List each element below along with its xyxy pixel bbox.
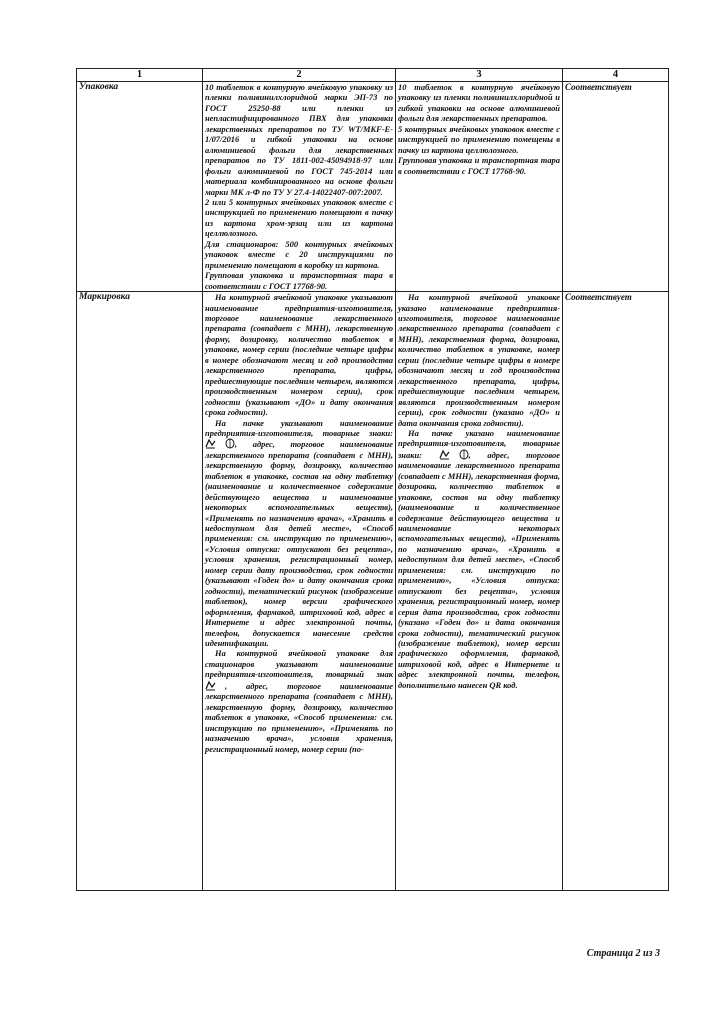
text: , адрес, торговое наименование лекарственного препарата (совпадает с МНН), лекарственная форма, дозировка, количество таблеток в упаковке, состав на одну таблетку (наименование и количественное содержание действующего вещества и наименование некоторых вспомогательных веществ), «Применять по назначению врача», «Хранить в недоступном для детей месте», «Способ применения: см. инструкцию по применению», «Условия отпуска: отпускают без рецепта», условия хранения, регистрационный номер, номер серия дата производства, срок годности (указано «Годен до» и дата окончания срока годности), тематический рисунок (изображение таблеток), номер версии графического оформления, фармакод, штриховой код, адрес в Интернете и адрес электронной почты, телефон, дополнительно нанесен QR код.	[398, 449, 560, 690]
verdict-cell: Соответствует	[563, 82, 669, 292]
page-number: Страница 2 из 3	[586, 948, 660, 959]
table-row-packaging	[77, 82, 669, 292]
header-cell: 1	[77, 69, 203, 82]
text: , адрес, торговое наименование лекарственного препарата (совпадает с МНН), лекарственную форму, дозировку, количество таблеток в упаковке, состав на одну таблетку (наименование и количественное содержание действующего вещества и наименование некоторых вспомогательных веществ), «Применять по назначению врача», «Хранить в недоступном для детей месте», «Способ применения: см. инструкцию по применению», «Условия отпуска: отпускают без рецепта», условия хранения, регистрационный номер, номер серии дату производства, срок годности (указывают «Годен до» и дату окончания срока годности), тематический рисунок (изображение таблеток), номер версии графического оформления, фармакод, штриховой код, адрес в Интернете и адрес электронной почты, телефон, допускается нанесение средств идентификации.	[205, 439, 393, 649]
row-name-cell: Упаковка	[77, 82, 203, 292]
header-cell: 3	[396, 69, 563, 82]
table-header-row	[77, 69, 669, 82]
paragraph: 10 таблеток в контурную ячейковую упаковку из пленки поливинилхлоридной и гибкой упаковки на основе алюминиевой фольги для лекарственных препаратов.	[398, 82, 560, 124]
result-cell	[396, 82, 563, 292]
text: , адрес, торговое наименование лекарственного препарата (совпадает с МНН), лекарственную форму, дозировку, количество таблеток в упаковке, «Способ применения: см. инструкцию по применению», «Применять по назначению врача», условия хранения, регистрационный номер, номер серии (по-	[205, 680, 393, 754]
result-cell	[396, 292, 563, 891]
trademark-logo-icon	[205, 438, 225, 449]
paragraph: На контурной ячейковой упаковке указывают наименование предприятия-изготовителя, торговое наименование лекарственного препарата (совпадает с МНН), лекарственную форму, дозировку, количество таблеток в упаковке, номер серии (последние четыре цифры в номере обозначают месяц и год производства лекарственного препарата, цифры, предшествующие последним четырем, являются производственным номером серии), срок годности (указывают «ДО» и дату окончания срока годности).	[205, 292, 393, 418]
paragraph: Для стационаров: 500 контурных ячейковых упаковок вместе с 20 инструкциями по применению помещают в коробку из картона.	[205, 238, 393, 270]
paragraph: Групповая упаковка и транспортная тара в соответствии с ГОСТ 17768-90.	[398, 155, 560, 176]
text: На пачке указывают наименование предприятия-изготовителя, товарные знаки:	[205, 417, 393, 438]
compliance-table	[76, 68, 669, 891]
paragraph: На контурной ячейковой упаковке указано наименование предприятия-изготовителя, торговое наименование лекарственного препарата (совпадает с МНН), лекарственная форма, дозировка, количество таблеток в упаковке, номер серии (последние четыре цифры в номере обозначают месяц и год производства лекарственного препарата, цифры, предшествующие последним четырем, являются производственным номером серии), срок годности (указано «ДО» и дата окончания срока годности).	[398, 292, 560, 428]
requirement-cell	[203, 82, 396, 292]
trademark-logo-icon	[205, 680, 225, 691]
text: На пачке указано наименование предприятия-изготовителя, товарные знаки:	[398, 427, 560, 460]
paragraph: 2 или 5 контурных ячейковых упаковок вместе с инструкцией по применению помещают в пачку из картона хром-эрзац или из картона целлюлозного.	[205, 196, 393, 239]
paragraph	[205, 648, 393, 754]
requirement-cell	[203, 292, 396, 891]
header-cell: 4	[563, 69, 669, 82]
verdict-cell: Соответствует	[563, 292, 669, 891]
paragraph: 10 таблеток в контурную ячейковую упаковку из пленки поливинилхлоридной марки ЭП-73 по ГОСТ 25250-88 или пленки из непластифицированного ПВХ для упаковки лекарственных препаратов по ТУ WT/MKF-E-1/07/2016 и гибкой упаковки на основе алюминиевой фольги для лекарственных препаратов по ТУ 1811-002-45094918-97 или фольги алюминиевой по ГОСТ 745-2014 или материала комбинированного на основе фольги марки МК л-Ф по ТУ У 27.4-14022407-007:2007.	[205, 82, 393, 197]
paragraph: Групповая упаковка и транспортная тара в соответствии с ГОСТ 17768-90.	[205, 270, 393, 291]
paragraph: 5 контурных ячейковых упаковок вместе с инструкцией по применению помещены в пачку из картона целлюлозного.	[398, 123, 560, 155]
text: На контурной ячейковой упаковке для стационаров указывают наименование предприятия-изготовителя, товарный знак	[205, 648, 393, 680]
paragraph	[398, 428, 560, 690]
tablet-logo-icon	[459, 449, 469, 460]
table-row-labeling	[77, 292, 669, 891]
row-name-cell: Маркировка	[77, 292, 203, 891]
paragraph	[205, 418, 393, 649]
tablet-logo-icon	[225, 438, 235, 449]
trademark-logo-icon	[439, 449, 459, 460]
header-cell: 2	[203, 69, 396, 82]
